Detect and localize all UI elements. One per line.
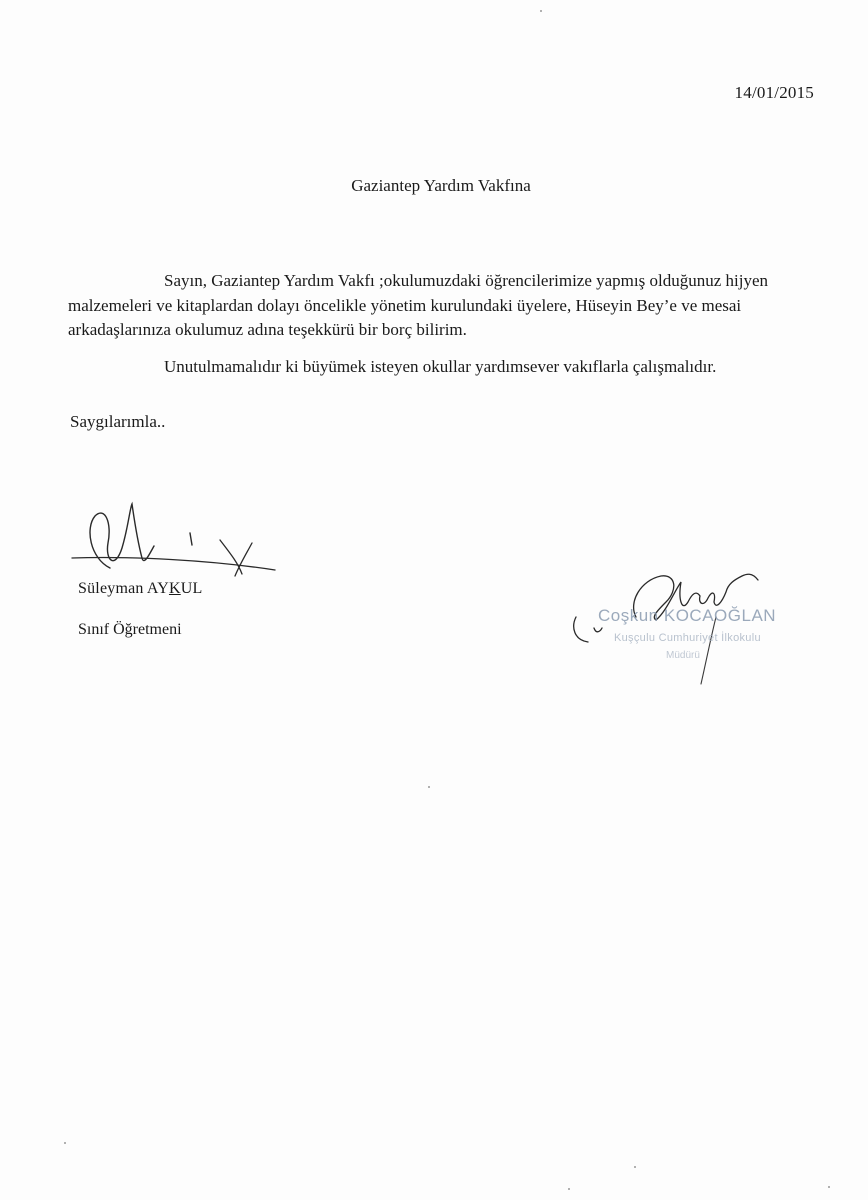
letter-paragraph-2: Unutulmamalıdır ki büyümek isteyen okullar yardımsever vakıflarla çalışmalıdır. (164, 356, 717, 376)
teacher-signature (70, 498, 290, 588)
signer-title: Sınıf Öğretmeni (78, 621, 182, 638)
stamp-school: Kuşçulu Cumhuriyet İlkokulu (614, 632, 761, 644)
signer-name-part1: Süleyman AY (78, 580, 169, 597)
signer-name-part2: K (168, 580, 181, 597)
scan-speck (634, 1166, 636, 1168)
letter-paragraph-1: Sayın, Gaziantep Yardım Vakfı ;okulumuzdaki öğrencilerimize yapmış olduğunuz hijyen malzemeleri ve kitaplardan dolayı öncelikle yönetim kurulundaki üyelere, Hüseyin Bey’e ve mesai arkadaşlarınıza okulumuz adına teşekkürü bir borç bilirim. (68, 271, 769, 339)
signer-name-part3: UL (180, 580, 203, 597)
letter-closing: Saygılarımla.. (70, 412, 166, 431)
scan-speck (64, 1142, 66, 1144)
scan-speck (568, 1188, 570, 1190)
scan-speck (828, 1186, 830, 1188)
letter-date: 14/01/2015 (734, 83, 814, 102)
stamp-title: Müdürü (666, 650, 700, 661)
letter-recipient: Gaziantep Yardım Vakfına (351, 176, 531, 195)
letter-body (68, 269, 828, 379)
stamp-name: Coşkun KOCAOĞLAN (598, 606, 777, 625)
signer-name (78, 580, 202, 598)
scan-speck (428, 786, 430, 788)
principal-signature (566, 562, 806, 692)
scan-speck (540, 10, 542, 12)
